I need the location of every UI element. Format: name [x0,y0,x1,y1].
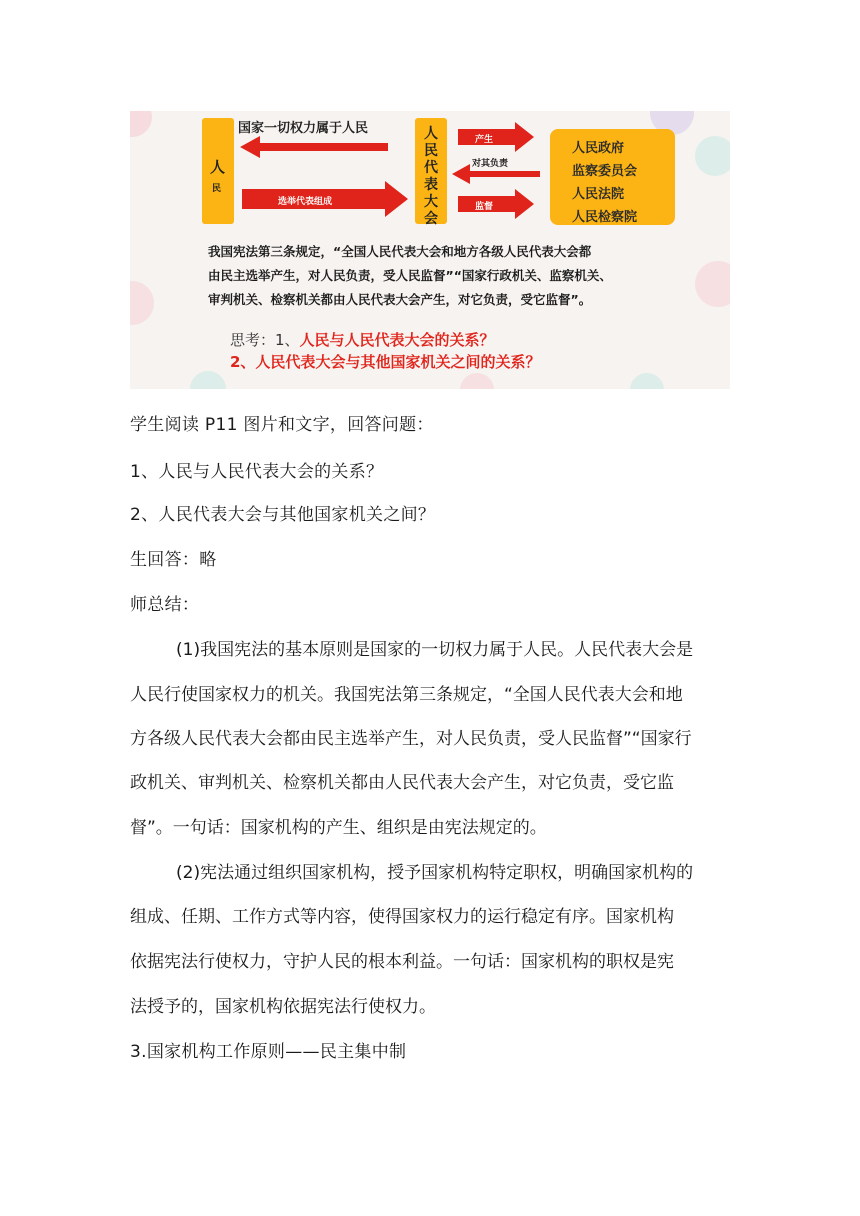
student-answer: 生回答：略 [130,550,217,570]
para1-line: 人民行使国家权力的机关。我国宪法第三条规定，“全国人民代表大会和地 [130,685,683,705]
npc-char: 表 [424,177,438,193]
constitution-diagram-image [130,111,730,389]
quote-line: 审判机关、检察机关都由人民代表大会产生，对它负责，受它监督”。 [208,292,592,307]
para1-line: (1)我国宪法的基本原则是国家的一切权力属于人民。人民代表大会是 [176,640,694,660]
people-label: 人 [210,158,226,176]
npc-char: 大 [424,194,438,210]
teacher-summary-label: 师总结： [130,595,200,615]
para2-line: 组成、任期、工作方式等内容，使得国家权力的运行稳定有序。国家机构 [130,907,674,927]
organ-item: 人民法院 [572,187,625,202]
supervise-label: 监督 [475,202,494,212]
organ-item: 人民政府 [572,141,625,156]
para2-line: 依据宪法行使权力，守护人民的根本利益。一句话：国家机构的职权是宪 [130,952,674,972]
question-1: 1、人民与人民代表大会的关系？ [130,462,384,482]
npc-char: 会 [424,211,438,227]
elect-arrow-label: 选举代表组成 [278,197,333,207]
quote-line: 我国宪法第三条规定，“全国人民代表大会和地方各级人民代表大会都 [208,244,592,259]
think-prefix: 思考：1、 [230,331,300,349]
organ-item: 监察委员会 [572,164,638,179]
npc-char: 人 [424,126,438,142]
think-question-2: 2、人民代表大会与其他国家机关之间的关系？ [230,353,541,371]
npc-char: 代 [424,160,438,176]
organ-item: 人民检察院 [572,210,638,225]
think-q1-text: 人民与人民代表大会的关系？ [299,331,495,349]
quote-line: 由民主选举产生，对人民负责，受人民监督”“国家行政机关、监察机关、 [208,268,612,283]
para2-line: 法授予的，国家机构依据宪法行使权力。 [130,997,436,1017]
people-label-2: 民 [212,184,222,194]
responsible-label: 对其负责 [472,159,509,169]
npc-char: 民 [424,143,438,159]
produce-label: 产生 [475,135,494,145]
power-arrow [240,136,388,158]
para1-line: 督”。一句话：国家机构的产生、组织是由宪法规定的。 [130,818,547,838]
question-2: 2、人民代表大会与其他国家机关之间？ [130,505,436,525]
produce-arrow [458,122,534,152]
think-question-1 [230,329,495,350]
para2-line: (2)宪法通过组织国家机构，授予国家机构特定职权，明确国家机构的 [176,863,694,883]
supervise-arrow [458,189,534,219]
para1-line: 政机关、审判机关、检察机关都由人民代表大会产生，对它负责，受它监 [130,773,674,793]
top-arrow-label: 国家一切权力属于人民 [238,121,369,136]
intro-text: 学生阅读 P11 图片和文字，回答问题： [130,415,434,435]
section-heading-3: 3.国家机构工作原则——民主集中制 [130,1042,407,1062]
para1-line: 方各级人民代表大会都由民主选举产生，对人民负责，受人民监督”“国家行 [130,729,692,749]
